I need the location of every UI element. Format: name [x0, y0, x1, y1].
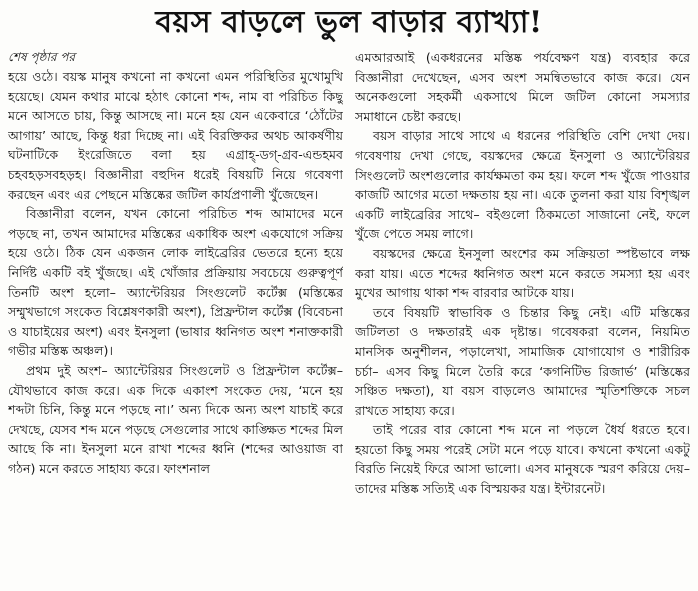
paragraph: এমআরআই (একধরনের মস্তিষ্ক পর্যবেক্ষণ যন্ত্র) ব্যবহার করে বিজ্ঞানীরা দেখেছেন, এসব অংশ সমন্বিতভাবে কাজ করে। যেন অনেকগুলো সহকর্মী একসাথে মিলে জটিল কোনো সমস্যার সমাধানে চেষ্টা করছে। — [355, 50, 690, 124]
paragraph: বিজ্ঞানীরা বলেন, যখন কোনো পরিচিত শব্দ আমাদের মনে পড়ছে না, তখন আমাদের মস্তিষ্কের একাধিক অংশ একযোগে সক্রিয় হয়ে ওঠে। ঠিক যেন একজন লোক লাইব্রেরির ভেতরে হন্যে হয়ে নির্দিষ্ট একটি বই খুঁজছে। এই খোঁজার প্রক্রিয়ায় সবচেয়ে গুরুত্বপূর্ণ তিনটি অংশ হলো– অ্যান্টেরিয়র সিংগুলেট কর্টেক্স (মস্তিষ্কের সম্মুখভাগে সংকেত বিশ্লেষণকারী অংশ), প্রিফ্রন্টাল কর্টেক্স (বিবেচনা ও যাচাইয়ের অংশ) এবং ইনসুলা (ভাষার ধ্বনিগত অংশ শনাক্তকারী গভীর মস্তিষ্ক অঞ্চল)। — [8, 206, 343, 359]
continued-from-label: শেষ পৃষ্ঠার পর — [8, 50, 76, 64]
paragraph: বয়স্কদের ক্ষেত্রে ইনসুলা অংশের কম সক্রিয়তা স্পষ্টভাবে লক্ষ করা যায়। এতে শব্দের ধ্বনিগত অংশ মনে করতে সমস্যা হয় এবং মুখের আগায় থাকা শব্দ বারবার আটকে যায়। — [355, 245, 690, 301]
paragraph: হয়ে ওঠে। বয়স্ক মানুষ কখনো না কখনো এমন পরিস্থিতির মুখোমুখি হয়েছে। যেমন কথার মাঝে হঠাৎ কোনো শব্দ, নাম বা পরিচিত কিছু মনে আসতে চায়, কিন্তু আসছে না। মনে হয় যেন একেবারে ‘ঠোঁটের আগায়’ আছে, কিন্তু ধরা দিচ্ছে না। এই বিরক্তিকর অথচ আকর্ষণীয় ঘটনাটিকে ইংরেজিতে বলা হয় এগ্রাহ্-ডগ্-গ্রব-এন্ডহমব চহবহড়সবহড়হ। বিজ্ঞানীরা বহুদিন ধরেই বিষয়টি নিয়ে গবেষণা করছেন এবং এর পেছনে মস্তিষ্কের জটিল কার্যপ্রণালী খুঁজেছেন। — [8, 69, 343, 202]
article-body — [8, 48, 690, 580]
paragraph: তবে বিষয়টি স্বাভাবিক ও চিন্তার কিছু নেই। এটি মস্তিষ্কের জটিলতা ও দক্ষতারই এক দৃষ্টান্ত। গবেষকরা বলেন, নিয়মিত মানসিক অনুশীলন, পড়ালেখা, সামাজিক যোগাযোগ ও শারীরিক চর্চা– এসব কিছু মিলে তৈরি করে ‘কগনিটিভ রিজার্ভ’ (মস্তিষ্কের সঞ্চিত দক্ষতা), যা বয়স বাড়লেও আমাদের স্মৃতিশক্তিকে সচল রাখতে সাহায্য করে। — [355, 304, 690, 418]
article-column-right — [355, 48, 690, 580]
paragraph: বয়স বাড়ার সাথে সাথে এ ধরনের পরিস্থিতি বেশি দেখা দেয়। গবেষণায় দেখা গেছে, বয়স্কদের ক্ষেত্রে ইনসুলা ও অ্যান্টেরিয়র সিংগুলেট অংশগুলোর কার্যক্ষমতা কম হয়। ফলে শব্দ খুঁজে পাওয়ার কাজটি আগের মতো দক্ষতায় হয় না। একে তুলনা করা যায় বিশৃঙ্খল একটি লাইব্রেরির সাথে– বইগুলো ঠিকমতো সাজানো নেই, ফলে খুঁজে পেতে সময় লাগে। — [355, 128, 690, 242]
headline: বয়স বাড়লে ভুল বাড়ার ব্যাখ্যা! — [155, 5, 543, 40]
paragraph: প্রথম দুই অংশ– অ্যান্টেরিয়র সিংগুলেট ও প্রিফ্রন্টাল কর্টেক্স– যৌথভাবে কাজ করে। এক দিকে একাংশ সংকেত দেয়, ‘মনে হয় শব্দটা চিনি, কিন্তু মনে পড়ছে না।’ অন্য দিকে অন্য অংশ যাচাই করে দেখছে, যেসব শব্দ মনে পড়ছে সেগুলোর সাথে কাঙ্ক্ষিত শব্দের মিল আছে কি না। ইনসুলা মনে রাখা শব্দের ধ্বনি (শব্দের আওয়াজ বা গঠন) মনে করতে সাহায্য করে। ফাংশনাল — [8, 362, 343, 476]
paragraph: তাই পরের বার কোনো শব্দ মনে না পড়লে ধৈর্য ধরতে হবে। হয়তো কিছু সময় পরেই সেটা মনে পড়ে যাবে। কখনো কখনো একটু বিরতি নিয়েই ফিরে আসা ভালো। এসব মানুষকে স্মরণ করিয়ে দেয়– তাদের মস্তিষ্ক সত্যিই এক বিস্ময়কর যন্ত্র। ইন্টারনেট। — [355, 422, 690, 497]
article-column-left — [8, 48, 343, 580]
